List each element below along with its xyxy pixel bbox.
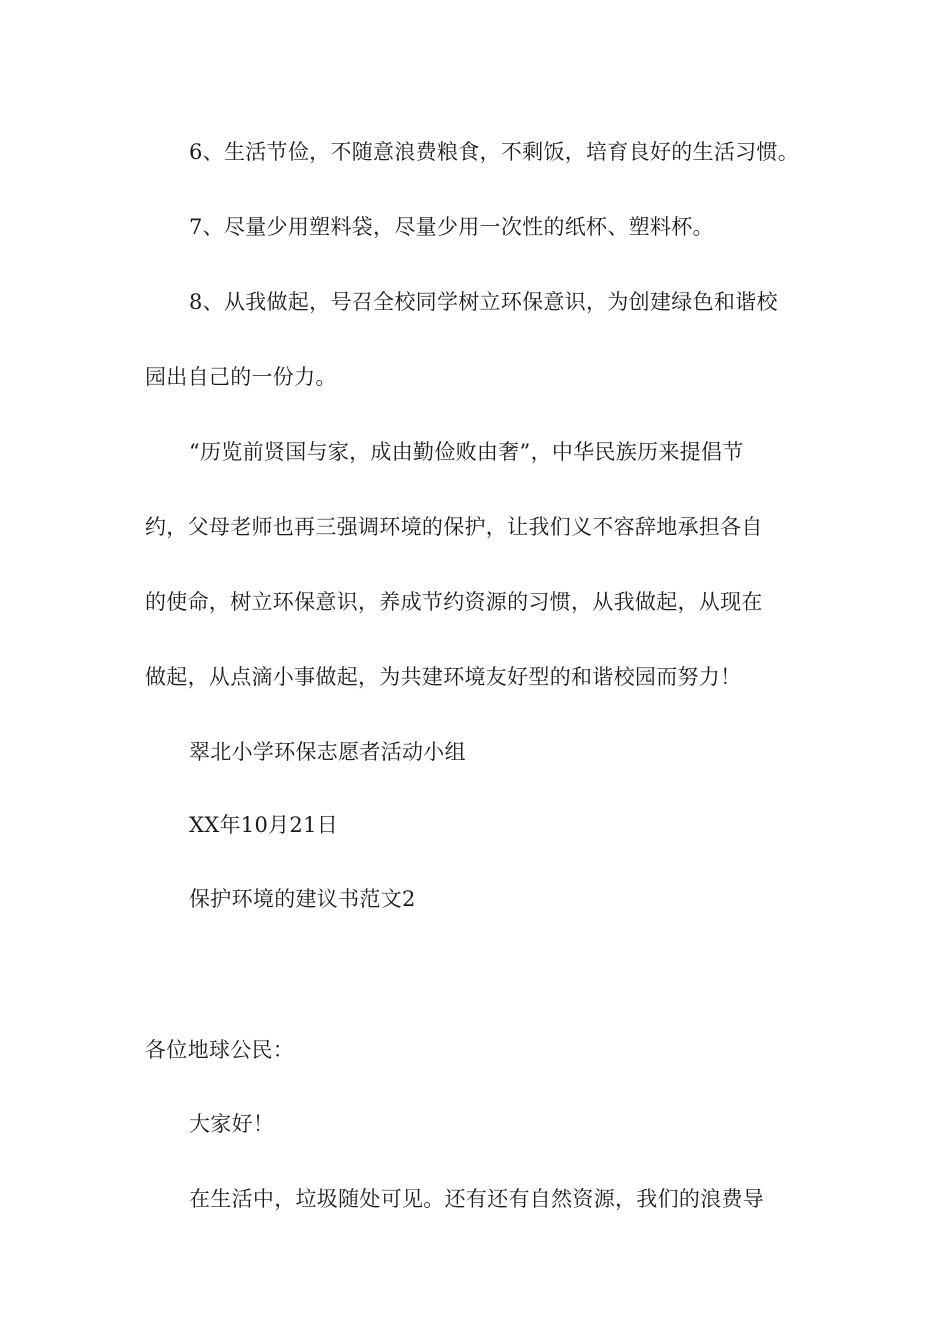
signature-date: XX年10月21日 xyxy=(189,813,339,837)
paragraph-item-7: 7、尽量少用塑料袋，尽量少用一次性的纸杯、塑料杯。 xyxy=(189,215,714,239)
signature-organization: 翠北小学环保志愿者活动小组 xyxy=(189,740,466,764)
body-paragraph-start: 在生活中，垃圾随处可见。还有还有自然资源，我们的浪费导 xyxy=(189,1187,765,1211)
paragraph-item-8-line-2: 园出自己的一份力。 xyxy=(145,365,337,389)
greeting: 大家好！ xyxy=(189,1112,275,1136)
section-title: 保护环境的建议书范文2 xyxy=(189,887,416,911)
paragraph-quote-line-1: “历览前贤国与家，成由勤俭败由奢”，中华民族历来提倡节 xyxy=(189,440,744,464)
paragraph-quote-line-2: 约，父母老师也再三强调环境的保护，让我们义不容辞地承担各自 xyxy=(145,515,763,539)
paragraph-item-8-line-1: 8、从我做起，号召全校同学树立环保意识，为创建绿色和谐校 xyxy=(189,290,778,314)
paragraph-quote-line-3: 的使命，树立环保意识，养成节约资源的习惯，从我做起，从现在 xyxy=(145,590,763,614)
paragraph-item-6: 6、生活节俭，不随意浪费粮食，不剩饭，培育良好的生活习惯。 xyxy=(189,140,800,164)
paragraph-quote-line-4: 做起，从点滴小事做起，为共建环境友好型的和谐校园而努力！ xyxy=(145,665,742,689)
salutation: 各位地球公民： xyxy=(145,1038,295,1062)
